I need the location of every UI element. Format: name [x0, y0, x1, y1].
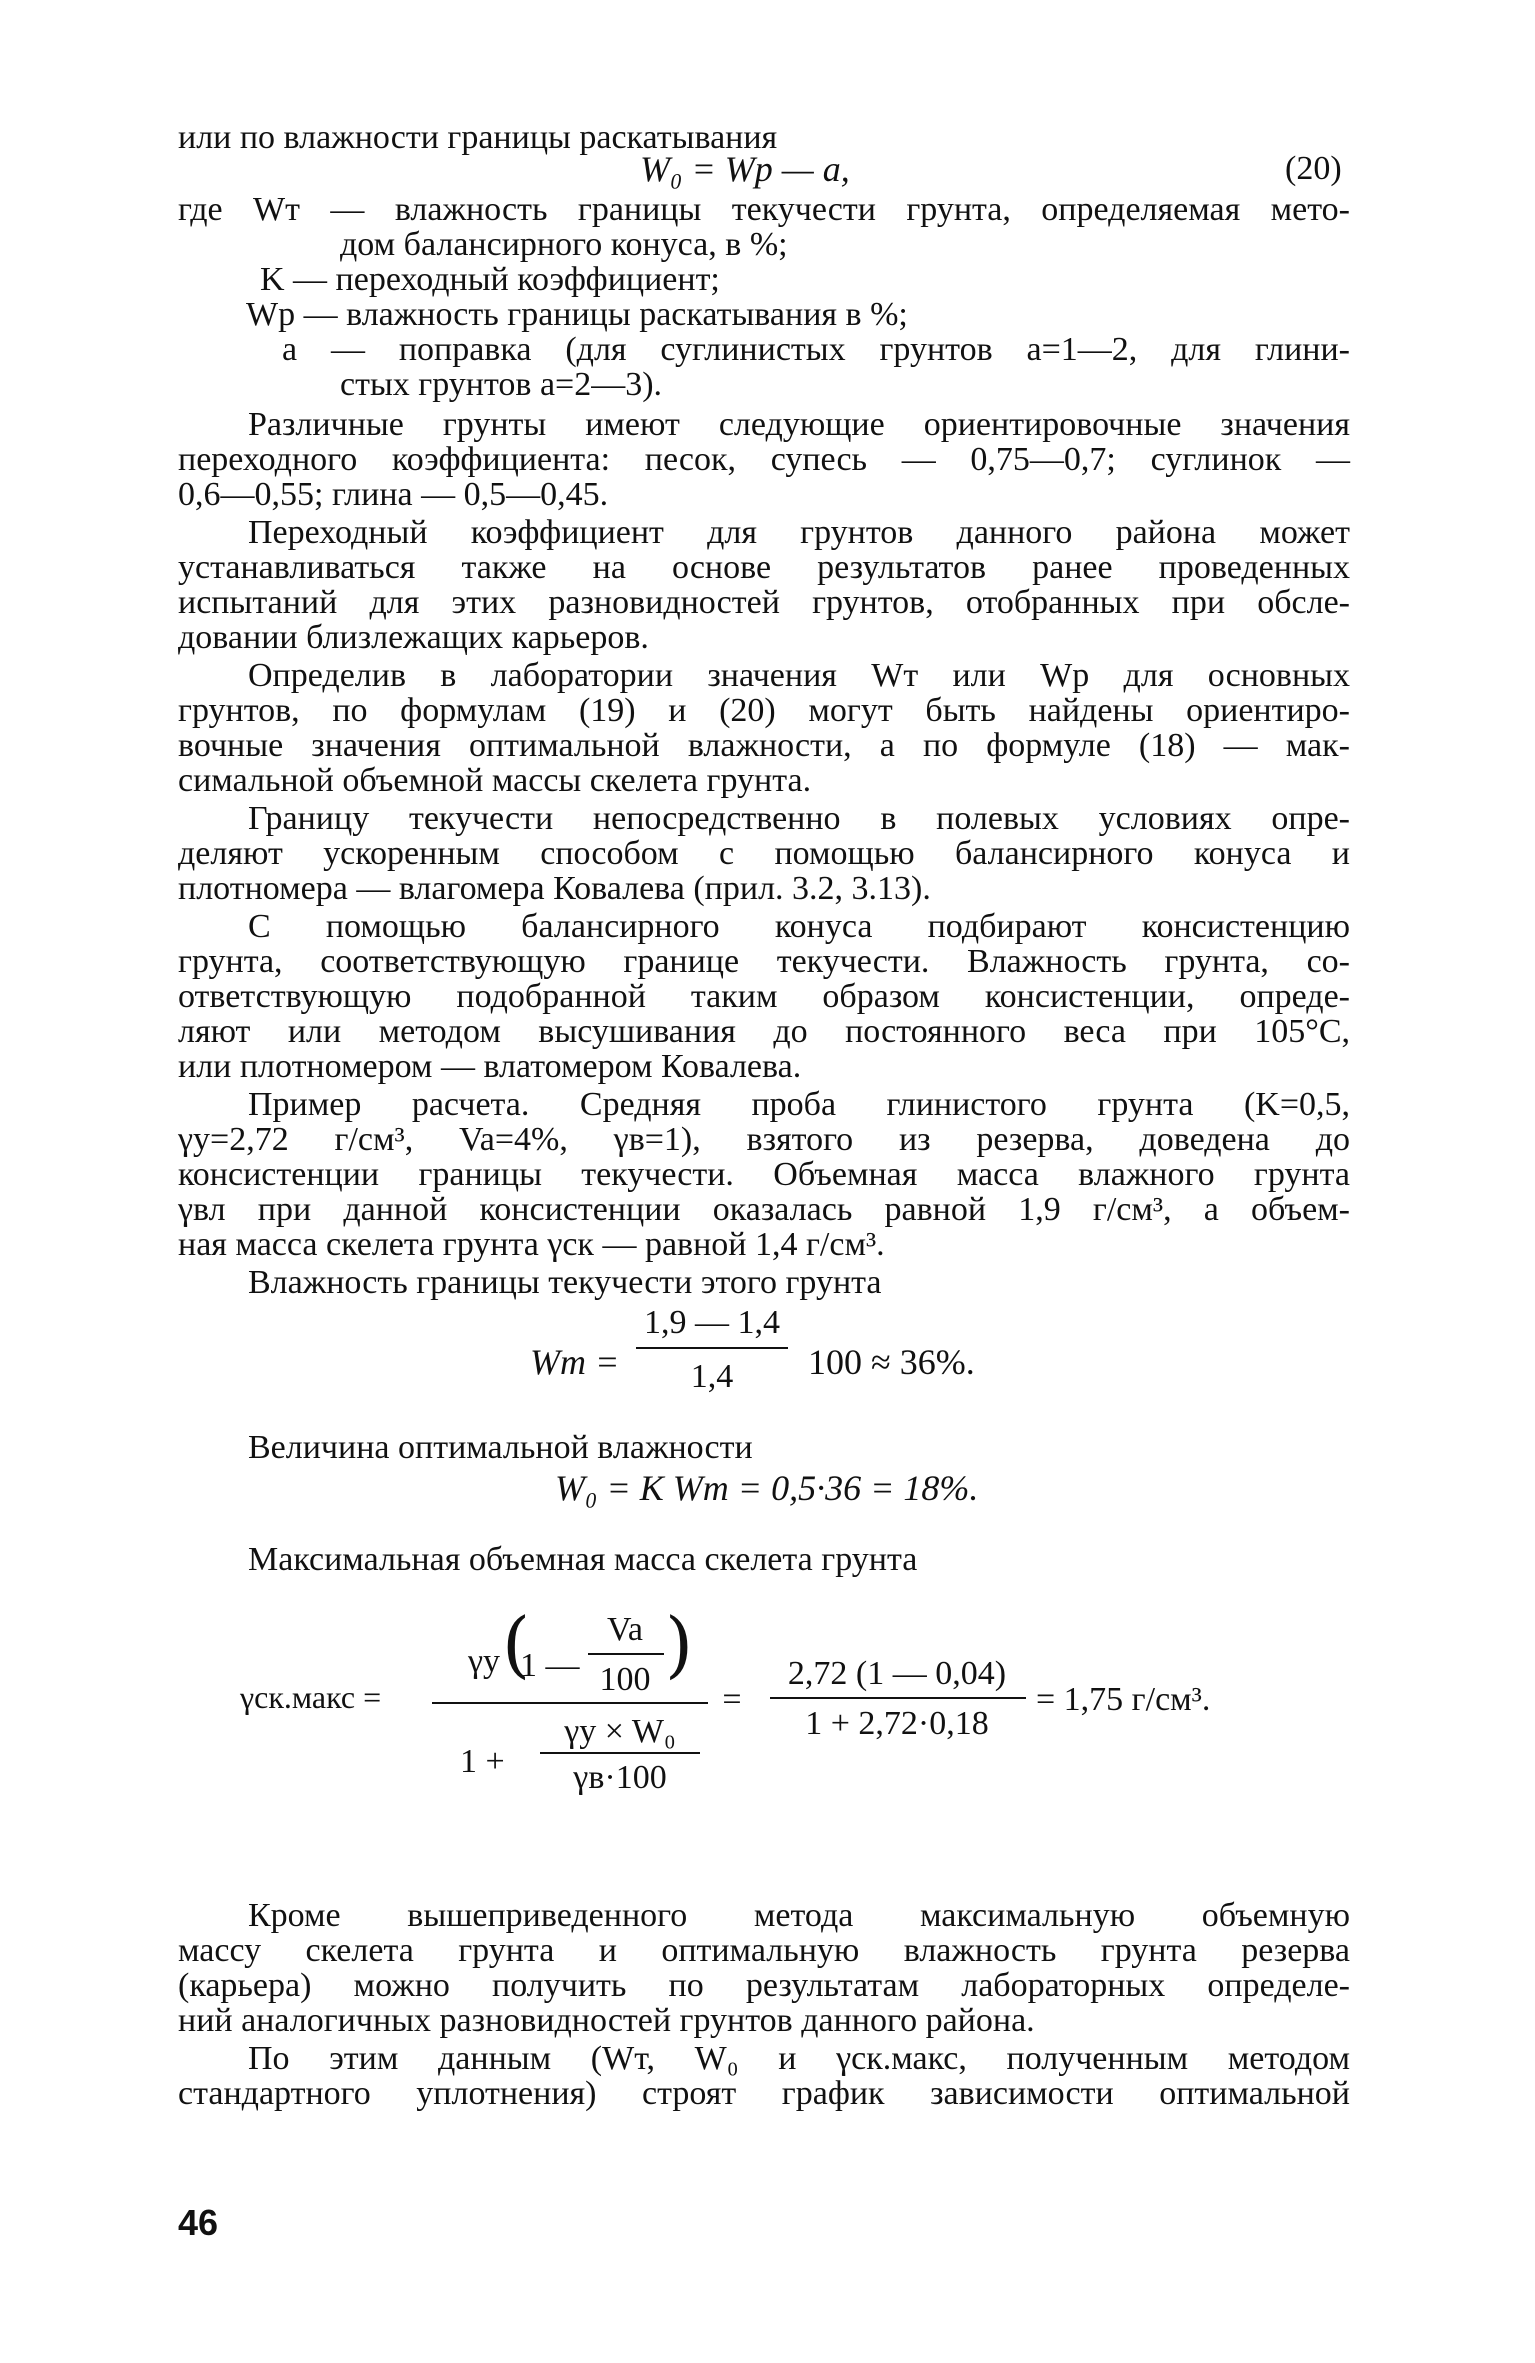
- paragraph-line: Пример расчета. Средняя проба глинистого грунта (K=0,5,: [248, 1086, 1350, 1123]
- definition-line: где Wт — влажность границы текучести грунта, определяемая мето-: [178, 191, 1350, 228]
- definition-line: дом балансирного конуса, в %;: [340, 226, 788, 263]
- paragraph-line: (карьера) можно получить по результатам лабораторных определе-: [178, 1967, 1350, 2004]
- paragraph-line: Величина оптимальной влажности: [248, 1429, 753, 1466]
- paragraph-line: или плотномером — влатомером Ковалева.: [178, 1048, 802, 1085]
- fraction-numerator: 1,9 — 1,4: [644, 1304, 780, 1341]
- definition-line: Wp — влажность границы раскатывания в %;: [246, 296, 908, 333]
- formula-wo: W₀ = K Wт = 0,5·36 = 18%.: [555, 1468, 979, 1508]
- paragraph-line: ная масса скелета грунта γск — равной 1,4 г/см³.: [178, 1226, 885, 1263]
- paragraph-line: консистенции границы текучести. Объемная масса влажного грунта: [178, 1156, 1350, 1193]
- paragraph-line: Границу текучести непосредственно в полевых условиях опре-: [248, 800, 1350, 837]
- numeric-fraction-bar: [770, 1697, 1026, 1699]
- paragraph-line: Переходный коэффициент для грунтов данного района может: [248, 514, 1350, 551]
- paragraph-line: грунтов, по формулам (19) и (20) могут быть найдены ориентиро-: [178, 692, 1350, 729]
- paragraph-line: Максимальная объемная масса скелета грунта: [248, 1541, 918, 1578]
- gv-100: γв·100: [573, 1759, 667, 1796]
- page-number: 46: [178, 2202, 219, 2243]
- paragraph-line: Определив в лаборатории значения Wт или Wp для основных: [248, 657, 1350, 694]
- one-plus: 1 +: [460, 1743, 505, 1780]
- definition-line: K — переходный коэффициент;: [260, 261, 720, 298]
- formula-lhs: γск.макс =: [240, 1679, 382, 1715]
- va-denominator: 100: [599, 1661, 651, 1698]
- paragraph-line: симальной объемной массы скелета грунта.: [178, 762, 812, 799]
- inner-fraction-bar: [588, 1653, 664, 1655]
- paragraph-line: довании близлежащих карьеров.: [178, 619, 649, 656]
- paragraph-line: ляют или методом высушивания до постоянного веса при 105°C,: [178, 1013, 1350, 1050]
- paragraph-line: 0,6—0,55; глина — 0,5—0,45.: [178, 476, 609, 513]
- formula-lhs: Wт =: [530, 1342, 620, 1382]
- equation-number: (20): [1285, 150, 1342, 187]
- paragraph-line: Влажность границы текучести этого грунта: [248, 1264, 882, 1301]
- numeric-denominator: 1 + 2,72·0,18: [805, 1705, 989, 1742]
- paragraph-line: γвл при данной консистенции оказалась равной 1,9 г/см³, а объем-: [178, 1191, 1350, 1228]
- paragraph-line: Кроме вышеприведенного метода максимальную объемную: [248, 1897, 1350, 1934]
- definition-line: стых грунтов a=2—3).: [340, 366, 663, 403]
- formula-rhs: 100 ≈ 36%.: [808, 1342, 975, 1382]
- gy-wo: γy × W₀: [564, 1713, 676, 1750]
- paragraph-line: массу скелета грунта и оптимальную влажность грунта резерва: [178, 1932, 1350, 1969]
- main-fraction-bar: [432, 1702, 708, 1704]
- paragraph-line: ответствующую подобранной таким образом консистенции, опреде-: [178, 978, 1350, 1015]
- paragraph-line: Различные грунты имеют следующие ориентировочные значения: [248, 406, 1350, 443]
- paragraph-line: вочные значения оптимальной влажности, а по формуле (18) — мак-: [178, 727, 1350, 764]
- va-numerator: Va: [607, 1611, 643, 1648]
- fraction-denominator: 1,4: [690, 1358, 734, 1395]
- equation-20: W₀ = Wp — a,: [640, 149, 850, 189]
- paragraph-line: деляют ускоренным способом с помощью балансирного конуса и: [178, 835, 1350, 872]
- paragraph-line: γy=2,72 г/см³, Va=4%, γв=1), взятого из резерва, доведена до: [178, 1121, 1350, 1158]
- result: = 1,75 г/см³.: [1036, 1681, 1211, 1718]
- paragraph-line: переходного коэффициента: песок, супесь — 0,75—0,7; суглинок —: [178, 441, 1350, 478]
- left-paren: (: [502, 1602, 531, 1686]
- paragraph-line: С помощью балансирного конуса подбирают консистенцию: [248, 908, 1350, 945]
- text-line: или по влажности границы раскатывания: [178, 119, 778, 156]
- inner-fraction-bar: [540, 1752, 700, 1754]
- gamma-y: γy: [468, 1643, 501, 1680]
- paragraph-line: устанавливаться также на основе результатов ранее проведенных: [178, 549, 1350, 586]
- definition-line: a — поправка (для суглинистых грунтов a=1—2, для глини-: [282, 331, 1350, 368]
- paragraph-line: испытаний для этих разновидностей грунтов, отобранных при обсле-: [178, 584, 1350, 621]
- one-minus: 1 —: [520, 1647, 580, 1684]
- paragraph-line: стандартного уплотнения) строят график зависимости оптимальной: [178, 2075, 1350, 2112]
- equals-sign: =: [722, 1681, 742, 1718]
- paragraph-line: По этим данным (Wт, W₀ и γск.макс, полученным методом: [248, 2040, 1350, 2077]
- paragraph-line: ний аналогичных разновидностей грунтов данного района.: [178, 2002, 1035, 2039]
- numeric-numerator: 2,72 (1 — 0,04): [787, 1655, 1007, 1692]
- paragraph-line: плотномера — влагомера Ковалева (прил. 3.2, 3.13).: [178, 870, 931, 907]
- right-paren: ): [665, 1602, 694, 1686]
- fraction-bar: [636, 1347, 788, 1349]
- paragraph-line: грунта, соответствующую границе текучести. Влажность грунта, со-: [178, 943, 1350, 980]
